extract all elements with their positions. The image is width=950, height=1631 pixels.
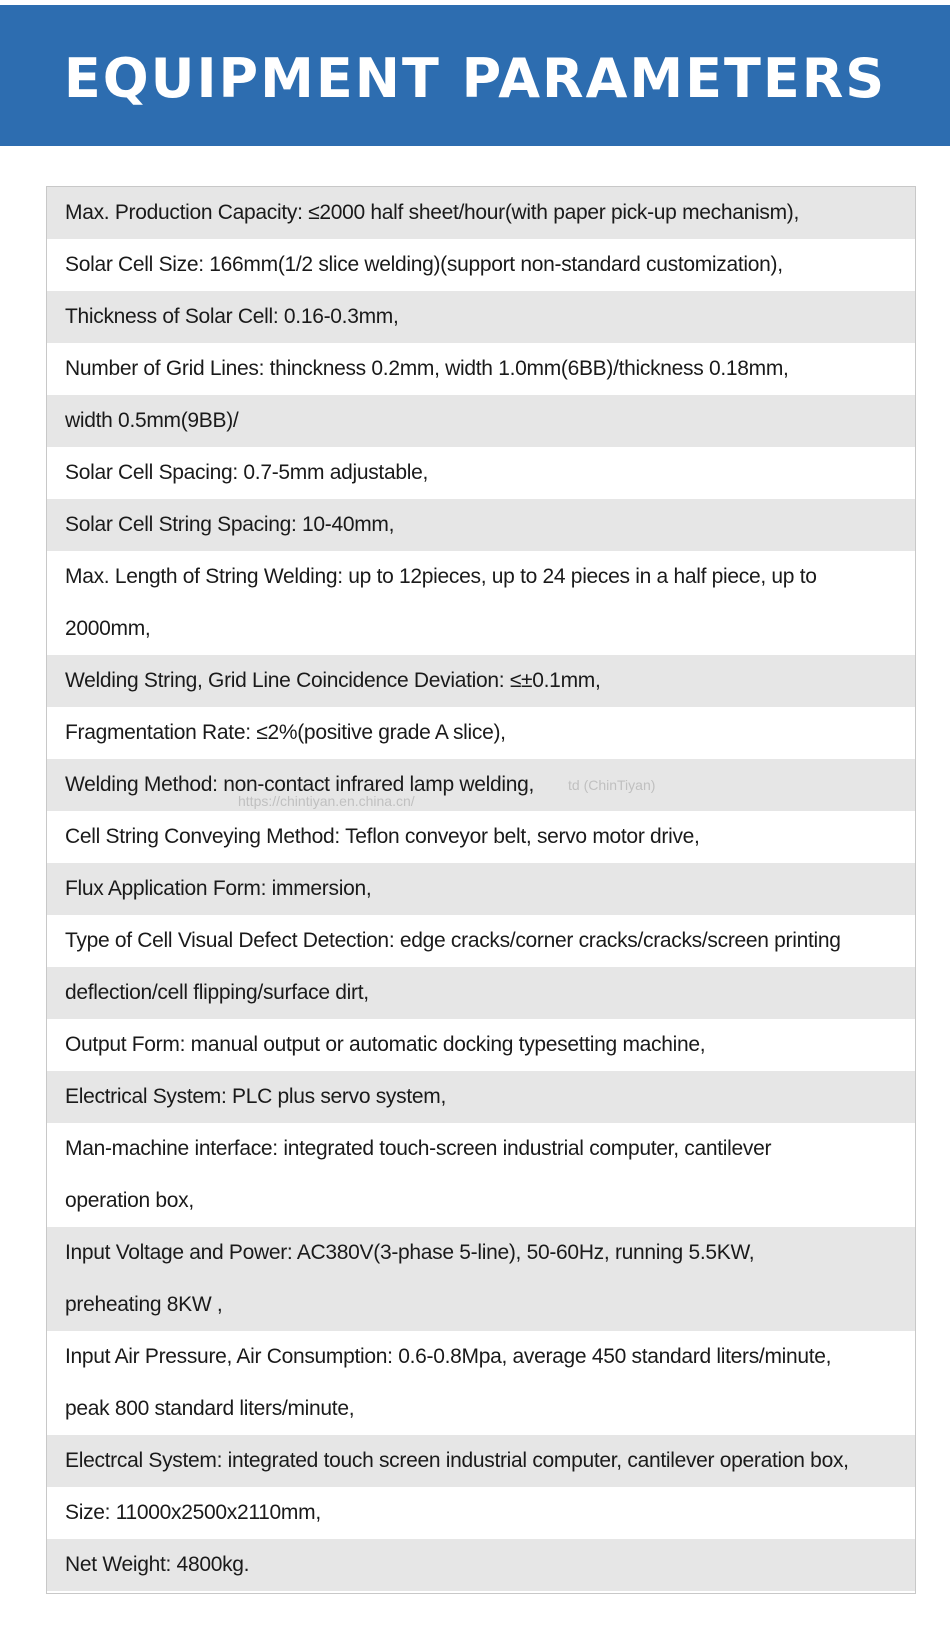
parameter-row: Electrical System: PLC plus servo system,	[47, 1071, 915, 1123]
parameter-row: Input Voltage and Power: AC380V(3-phase 5-line), 50-60Hz, running 5.5KW,	[47, 1227, 915, 1279]
parameter-row: Number of Grid Lines: thinckness 0.2mm, width 1.0mm(6BB)/thickness 0.18mm,	[47, 343, 915, 395]
parameter-row: Input Air Pressure, Air Consumption: 0.6-0.8Mpa, average 450 standard liters/minute,	[47, 1331, 915, 1383]
parameter-row: Output Form: manual output or automatic docking typesetting machine,	[47, 1019, 915, 1071]
parameter-row: 2000mm,	[47, 603, 915, 655]
parameter-row: Max. Production Capacity: ≤2000 half sheet/hour(with paper pick-up mechanism),	[47, 187, 915, 239]
parameter-row: Welding String, Grid Line Coincidence Deviation: ≤±0.1mm,	[47, 655, 915, 707]
parameter-row: Man-machine interface: integrated touch-screen industrial computer, cantilever	[47, 1123, 915, 1175]
parameter-row: operation box,	[47, 1175, 915, 1227]
parameter-row: peak 800 standard liters/minute,	[47, 1383, 915, 1435]
watermark-line-1: td (ChinTiyan)	[568, 777, 656, 793]
parameters-table	[46, 186, 916, 1594]
parameter-row: Flux Application Form: immersion,	[47, 863, 915, 915]
parameter-row: Cell String Conveying Method: Teflon conveyor belt, servo motor drive,	[47, 811, 915, 863]
parameter-row: Solar Cell String Spacing: 10-40mm,	[47, 499, 915, 551]
parameter-row: Fragmentation Rate: ≤2%(positive grade A slice),	[47, 707, 915, 759]
parameter-row: Solar Cell Size: 166mm(1/2 slice welding)(support non-standard customization),	[47, 239, 915, 291]
parameter-row: Thickness of Solar Cell: 0.16-0.3mm,	[47, 291, 915, 343]
header-banner	[0, 5, 950, 146]
parameter-row: Welding Method: non-contact infrared lamp welding,	[47, 759, 915, 811]
parameter-row: width 0.5mm(9BB)/	[47, 395, 915, 447]
parameter-row: deflection/cell flipping/surface dirt,	[47, 967, 915, 1019]
page-title: EQUIPMENT PARAMETERS	[63, 47, 887, 110]
parameter-row: Size: 11000x2500x2110mm,	[47, 1487, 915, 1539]
parameter-row: Electrcal System: integrated touch screen industrial computer, cantilever operation box,	[47, 1435, 915, 1487]
parameter-row: Type of Cell Visual Defect Detection: edge cracks/corner cracks/cracks/screen printing	[47, 915, 915, 967]
parameter-row: Max. Length of String Welding: up to 12pieces, up to 24 pieces in a half piece, up to	[47, 551, 915, 603]
parameter-row: Net Weight: 4800kg.	[47, 1539, 915, 1591]
watermark-line-2: https://chintiyan.en.china.cn/	[238, 793, 415, 809]
parameter-row: Solar Cell Spacing: 0.7-5mm adjustable,	[47, 447, 915, 499]
parameter-row: preheating 8KW ,	[47, 1279, 915, 1331]
